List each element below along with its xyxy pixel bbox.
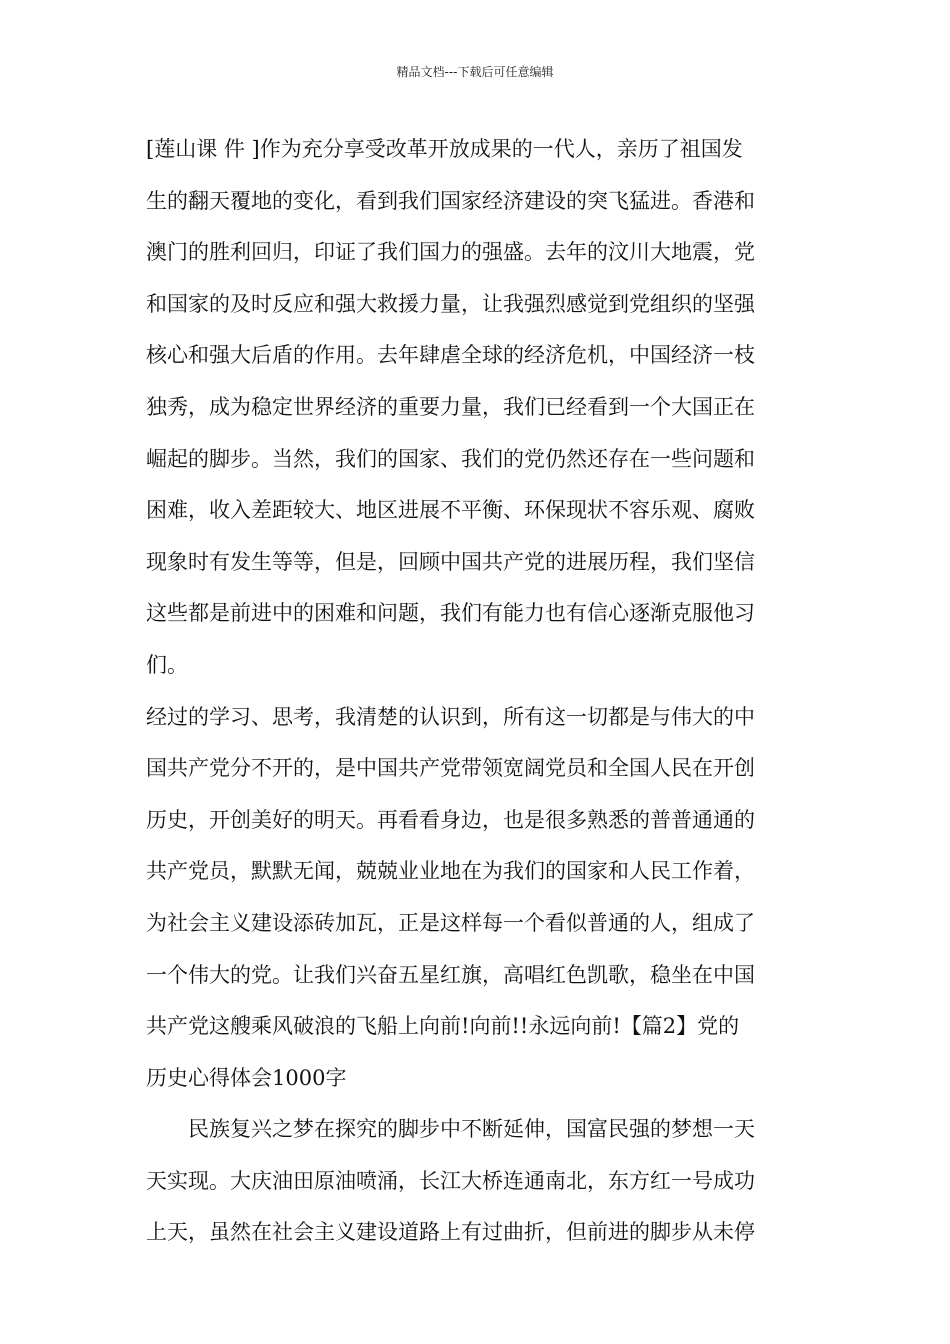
text-line: 民族复兴之梦在探究的脚步中不断延伸，国富民强的梦想一天 [188, 1117, 755, 1142]
text-line: 共产党这艘乘风破浪的飞船上向前!向前!!永远向前!【篇2】党的 [146, 1014, 740, 1039]
text-line: 澳门的胜利回归，印证了我们国力的强盛。去年的汶川大地震，党 [146, 240, 755, 265]
text-line: 共产党员，默默无闻，兢兢业业地在为我们的国家和人民工作着， [146, 859, 755, 884]
text-line: 困难，收入差距较大、地区进展不平衡、环保现状不容乐观、腐败 [146, 498, 755, 523]
text-line: 这些都是前进中的困难和问题，我们有能力也有信心逐渐克服他习 [146, 601, 755, 626]
text-line: 们。 [146, 652, 188, 677]
text-line: 天实现。大庆油田原油喷涌，长江大桥连通南北，东方红一号成功 [146, 1168, 755, 1193]
text-line: 现象时有发生等等，但是，回顾中国共产党的进展历程，我们坚信 [146, 549, 755, 574]
text-line: 经过的学习、思考，我清楚的认识到，所有这一切都是与伟大的中 [146, 704, 755, 729]
text-line: [莲山课 件 ]作为充分享受改革开放成果的一代人，亲历了祖国发 [146, 137, 743, 161]
text-line: 独秀，成为稳定世界经济的重要力量，我们已经看到一个大国正在 [146, 394, 755, 419]
text-line: 一个伟大的党。让我们兴奋五星红旗，高唱红色凯歌，稳坐在中国 [146, 962, 755, 987]
paragraph [146, 692, 810, 1105]
text-line: 核心和强大后盾的作用。去年肆虐全球的经济危机，中国经济一枝 [146, 343, 755, 368]
text-line: 国共产党分不开的，是中国共产党带领宽阔党员和全国人民在开创 [146, 756, 755, 781]
body-text [146, 124, 810, 1259]
text-line: 历史，开创美好的明天。再看看身边，也是很多熟悉的普普通通的 [146, 807, 755, 832]
page-header: 精品文档---下载后可任意编辑 [396, 65, 554, 79]
text-line: 历史心得体会1000字 [146, 1065, 347, 1090]
text-line: 和国家的及时反应和强大救援力量，让我强烈感觉到党组织的坚强 [146, 291, 755, 316]
paragraph [146, 1104, 810, 1259]
text-line: 崛起的脚步。当然，我们的国家、我们的党仍然还存在一些问题和 [146, 446, 755, 471]
text-line: 生的翻天覆地的变化，看到我们国家经济建设的突飞猛进。香港和 [146, 188, 755, 213]
paragraph [146, 124, 810, 692]
text-line: 上天，虽然在社会主义建设道路上有过曲折，但前进的脚步从未停 [146, 1220, 755, 1245]
text-line: 为社会主义建设添砖加瓦，正是这样每一个看似普通的人，组成了 [146, 910, 755, 935]
